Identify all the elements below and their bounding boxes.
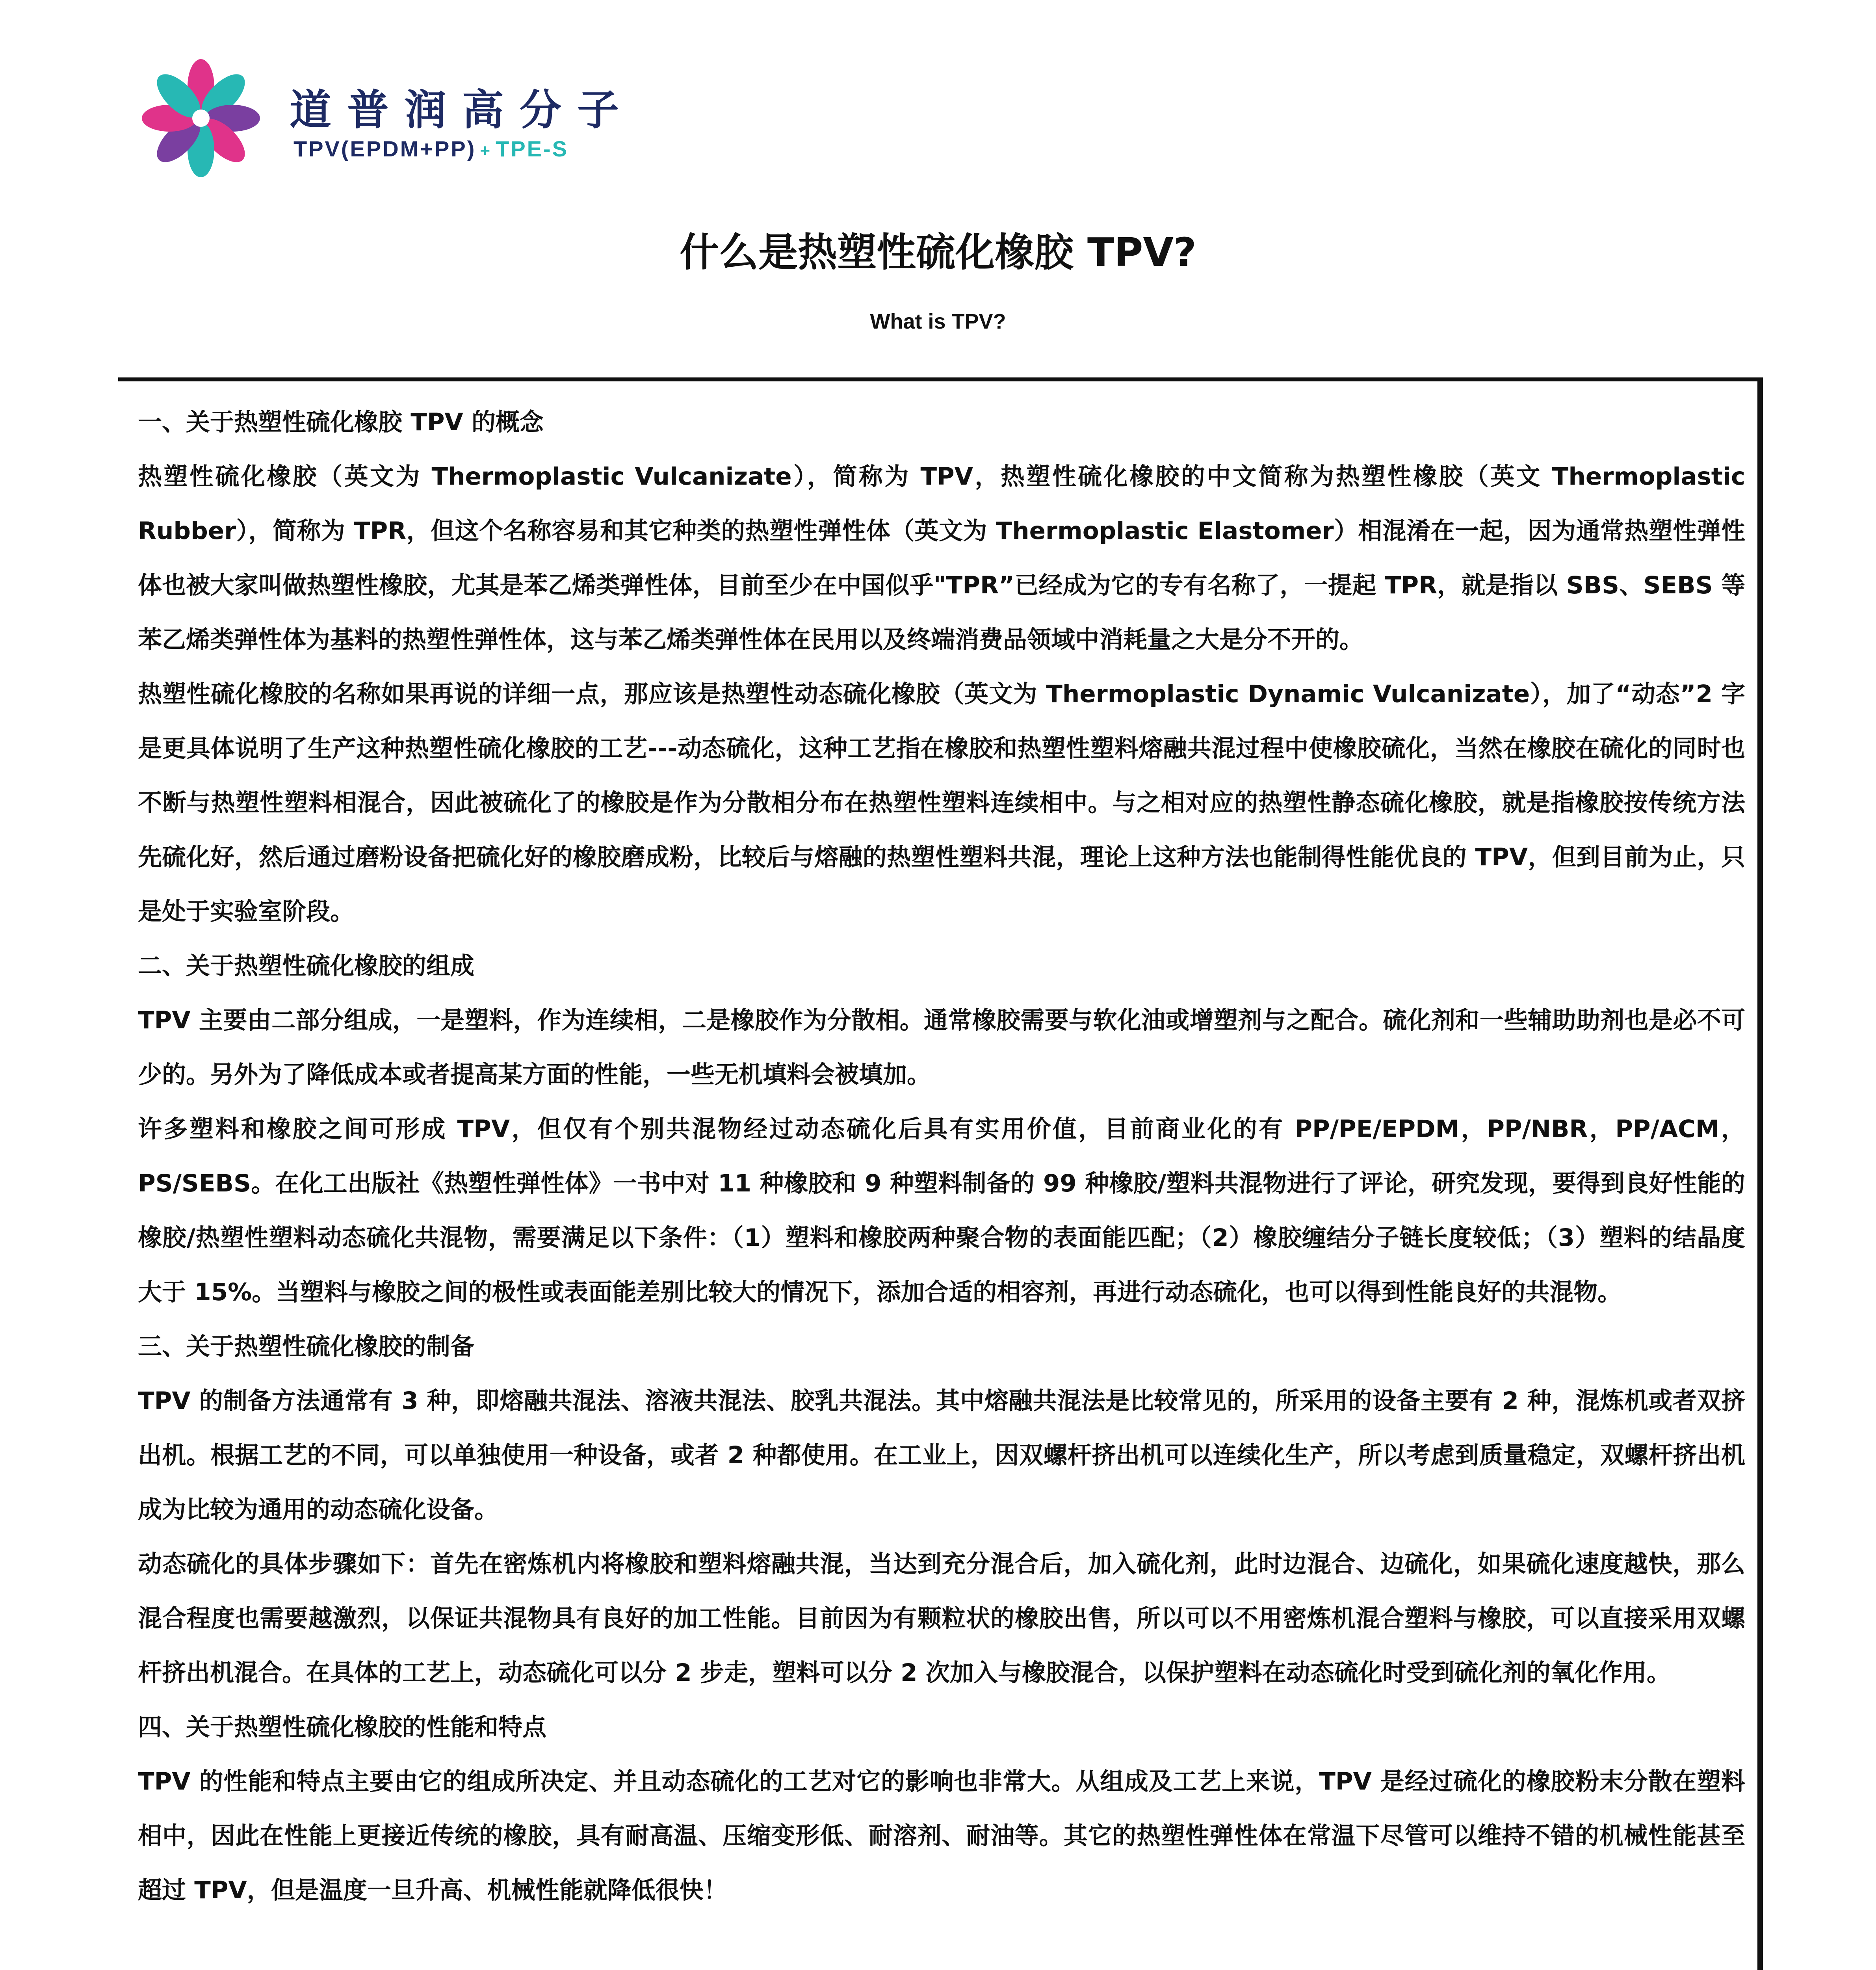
brand-name: 道普润高分子 <box>290 85 635 134</box>
section-heading: 四、关于热塑性硫化橡胶的性能和特点 <box>138 1713 547 1741</box>
body-paragraph: TPV 主要由二部分组成，一是塑料，作为连续相，二是橡胶作为分散相。通常橡胶需要与软化油或增塑剂与之配合。硫化剂和一些辅助助剂也是必不可少的。另外为了降低成本或者提高某方面的性能，一些无机填料会被填加。 <box>138 1006 1745 1089</box>
section-heading: 三、关于热塑性硫化橡胶的制备 <box>138 1333 475 1360</box>
body-paragraph: 热塑性硫化橡胶的名称如果再说的详细一点，那应该是热塑性动态硫化橡胶（英文为 Thermoplastic Dynamic Vulcanizate），加了“动态”2 字是更具体说明了生产这种热塑性硫化橡胶的工艺---动态硫化，这种工艺指在橡胶和热塑性塑料熔融共混过程中使橡胶硫化，当然在橡胶在硫化的同时也不断与热塑性塑料相混合，因此被硫化了的橡胶是作为分散相分布在热塑性塑料连续相中。与之相对应的热塑性静态硫化橡胶，就是指橡胶按传统方法先硫化好，然后通过磨粉设备把硫化好的橡胶磨成粉，比较后与熔融的热塑性塑料共混，理论上这种方法也能制得性能优良的 TPV，但到目前为止，只是处于实验室阶段。 <box>138 680 1745 926</box>
body-paragraph: TPV 的制备方法通常有 3 种，即熔融共混法、溶液共混法、胶乳共混法。其中熔融共混法是比较常见的，所采用的设备主要有 2 种，混炼机或者双挤出机。根据工艺的不同，可以单独使用一种设备，或者 2 种都使用。在工业上，因双螺杆挤出机可以连续化生产，所以考虑到质量稳定，双螺杆挤出机成为比较为通用的动态硫化设备。 <box>138 1387 1745 1524</box>
brand-tagline-separator: + <box>480 141 492 160</box>
brand-tagline-main: TPV(EPDM+PP) <box>293 136 476 161</box>
brand-tagline <box>293 136 568 162</box>
page-subtitle: What is TPV? <box>870 310 1006 333</box>
body-paragraph: 热塑性硫化橡胶（英文为 Thermoplastic Vulcanizate），简称为 TPV，热塑性硫化橡胶的中文简称为热塑性橡胶（英文 Thermoplastic Rubber），简称为 TPR，但这个名称容易和其它种类的热塑性弹性体（英文为 Thermoplastic Elastomer）相混淆在一起，因为通常热塑性弹性体也被大家叫做热塑性橡胶，尤其是苯乙烯类弹性体，目前至少在中国似乎"TPR”已经成为它的专有名称了，一提起 TPR，就是指以 SBS、SEBS 等苯乙烯类弹性体为基料的热塑性弹性体，这与苯乙烯类弹性体在民用以及终端消费品领域中消耗量之大是分不开的。 <box>138 463 1745 654</box>
article-body <box>138 395 1745 1918</box>
body-paragraph: 许多塑料和橡胶之间可形成 TPV，但仅有个别共混物经过动态硫化后具有实用价值，目前商业化的有 PP/PE/EPDM，PP/NBR，PP/ACM，PS/SEBS。在化工出版社《热塑性弹性体》一书中对 11 种橡胶和 9 种塑料制备的 99 种橡胶/塑料共混物进行了评论，研究发现，要得到良好性能的橡胶/热塑性塑料动态硫化共混物，需要满足以下条件：（1）塑料和橡胶两种聚合物的表面能匹配；（2）橡胶缠结分子链长度较低；（3）塑料的结晶度大于 15%。当塑料与橡胶之间的极性或表面能差别比较大的情况下，添加合适的相容剂，再进行动态硫化，也可以得到性能良好的共混物。 <box>138 1115 1745 1306</box>
brand-tagline-accent: TPE-S <box>496 136 569 161</box>
body-paragraph: 动态硫化的具体步骤如下：首先在密炼机内将橡胶和塑料熔融共混，当达到充分混合后，加入硫化剂，此时边混合、边硫化，如果硫化速度越快，那么混合程度也需要越激烈，以保证共混物具有良好的加工性能。目前因为有颗粒状的橡胶出售，所以可以不用密炼机混合塑料与橡胶，可以直接采用双螺杆挤出机混合。在具体的工艺上，动态硫化可以分 2 步走，塑料可以分 2 次加入与橡胶混合，以保护塑料在动态硫化时受到硫化剂的氧化作用。 <box>138 1550 1745 1687</box>
article-box <box>118 377 1763 1970</box>
flower-logo-icon <box>142 59 260 177</box>
section-heading: 二、关于热塑性硫化橡胶的组成 <box>138 952 475 980</box>
section-heading: 一、关于热塑性硫化橡胶 TPV 的概念 <box>138 408 544 436</box>
body-paragraph: TPV 的性能和特点主要由它的组成所决定、并且动态硫化的工艺对它的影响也非常大。从组成及工艺上来说，TPV 是经过硫化的橡胶粉末分散在塑料相中，因此在性能上更接近传统的橡胶，具有耐高温、压缩变形低、耐溶剂、耐油等。其它的热塑性弹性体在常温下尽管可以维持不错的机械性能甚至超过 TPV，但是温度一旦升高、机械性能就降低很快！ <box>138 1767 1745 1904</box>
company-logo <box>142 59 693 173</box>
page-title: 什么是热塑性硫化橡胶 TPV? <box>680 229 1196 275</box>
